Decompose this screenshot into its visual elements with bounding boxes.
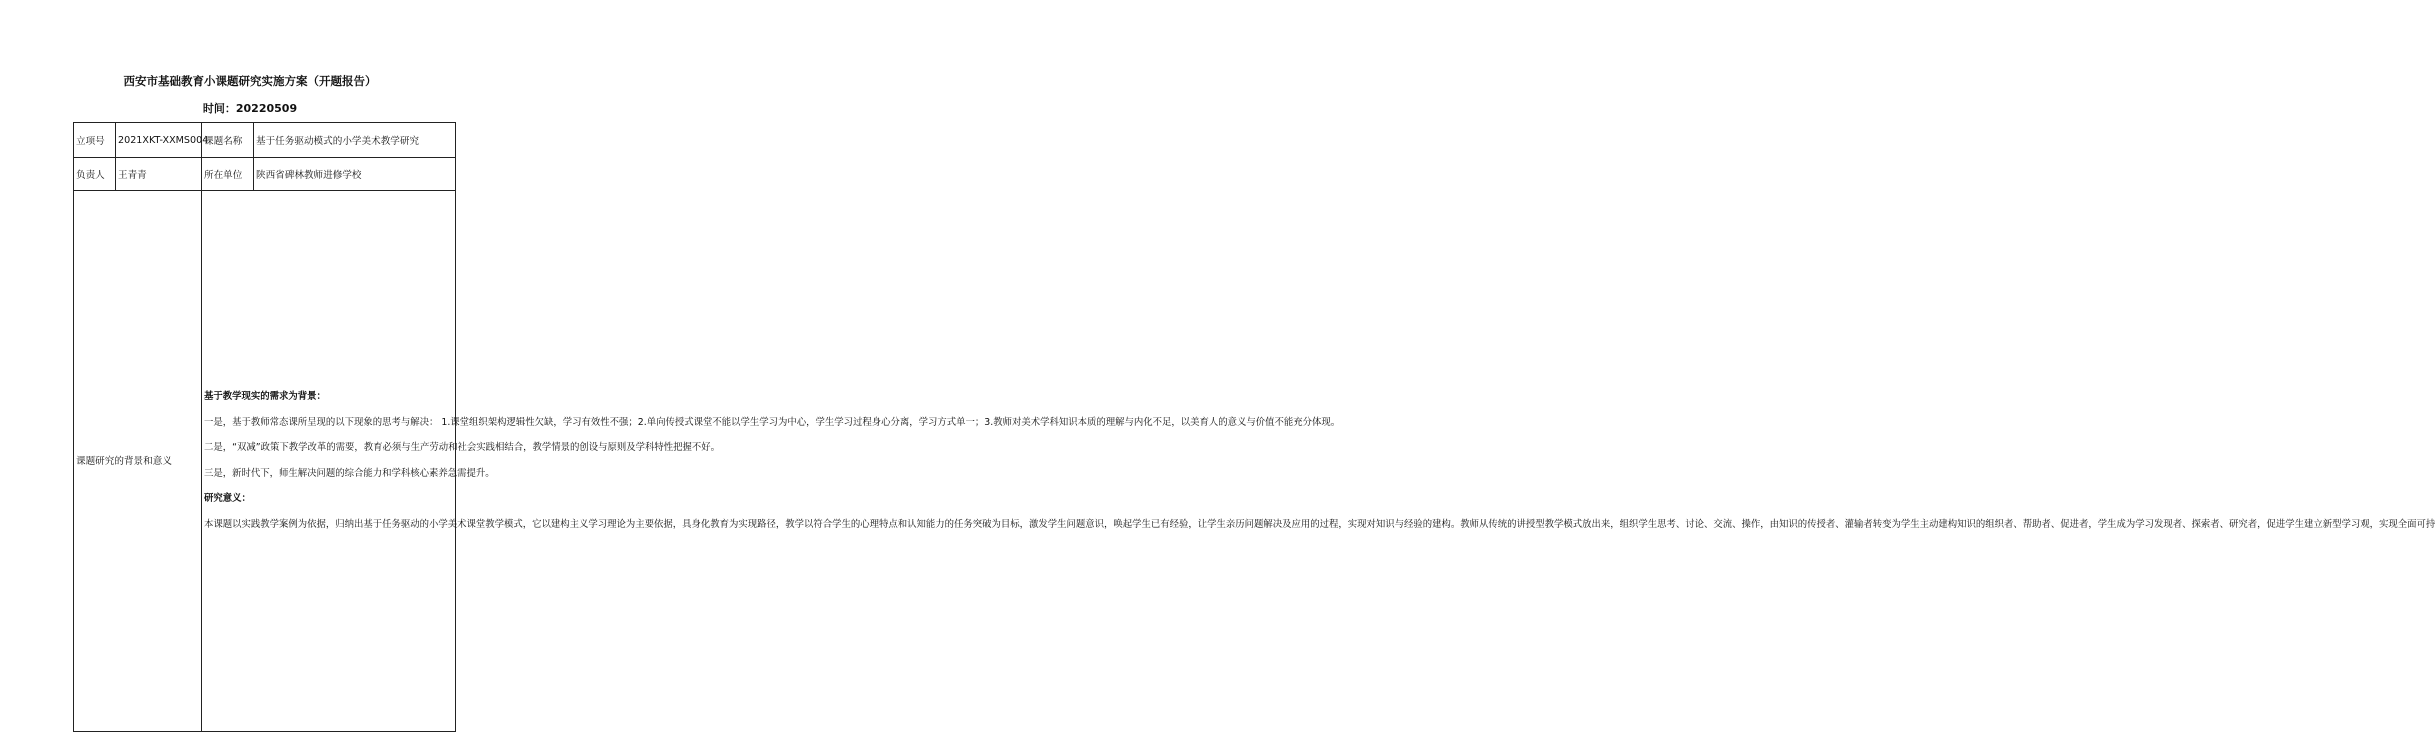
topic-value: 基于任务驱动模式的小学美术教学研究 [254,123,456,158]
significance-heading: 研究意义： [204,492,251,504]
table-row [74,158,456,191]
project-id-value: 2021XKT-XXMS004 [116,123,202,158]
table-row [74,123,456,158]
leader-label: 负责人 [74,158,116,191]
topic-label: 课题名称 [202,123,254,158]
project-id-label: 立项号 [74,123,116,158]
table-row [74,191,456,732]
unit-value: 陕西省碑林教师进修学校 [254,158,456,191]
leader-value: 王青青 [116,158,202,191]
need-heading: 基于教学现实的需求为背景： [204,390,326,402]
significance-text: 本课题以实践教学案例为依据，归纳出基于任务驱动的小学美术课堂教学模式，它以建构主义学习理论为主要依据，具身化教育为实现路径，教学以符合学生的心理特点和认知能力的任务突破为目标，激发学生问题意识，唤起学生已有经验，让学生亲历问题解决及应用的过程，实现对知识与经验的建构。教师从传统的讲授型教学模式放出来，组织学生思考、讨论、交流、操作，由知识的传授者、灌输者转变为学生主动建构知识的组织者、帮助者、促进者，学生成为学习发现者、探索者、研究者，促进学生建立新型学习观，实现全面可持 [204,518,2435,530]
unit-label: 所在单位 [202,158,254,191]
proposal-table [73,122,2435,732]
need-point-1: 一是，基于教师常态课所呈现的以下现象的思考与解决： 1.课堂组织架构逻辑性欠缺，学习有效性不强；2.单向传授式课堂不能以学生学习为中心，学生学习过程身心分离，学习方式单一；3.教师对美术学科知识本质的理解与内化不足，以美育人的意义与价值不能充分体现。 [204,417,1341,429]
background-content [202,191,2435,732]
document-date: 时间：20220509 [202,102,298,115]
need-point-2: 二是，“双减”政策下教学改革的需要，教育必须与生产劳动和社会实践相结合，教学情景的创设与原则及学科特性把握不好。 [204,442,720,454]
need-point-3: 三是，新时代下，师生解决问题的综合能力和学科核心素养急需提升。 [204,467,495,479]
background-label: 课题研究的背景和意义 [74,191,202,732]
document-title: 西安市基础教育小课题研究实施方案（开题报告） [123,74,377,88]
